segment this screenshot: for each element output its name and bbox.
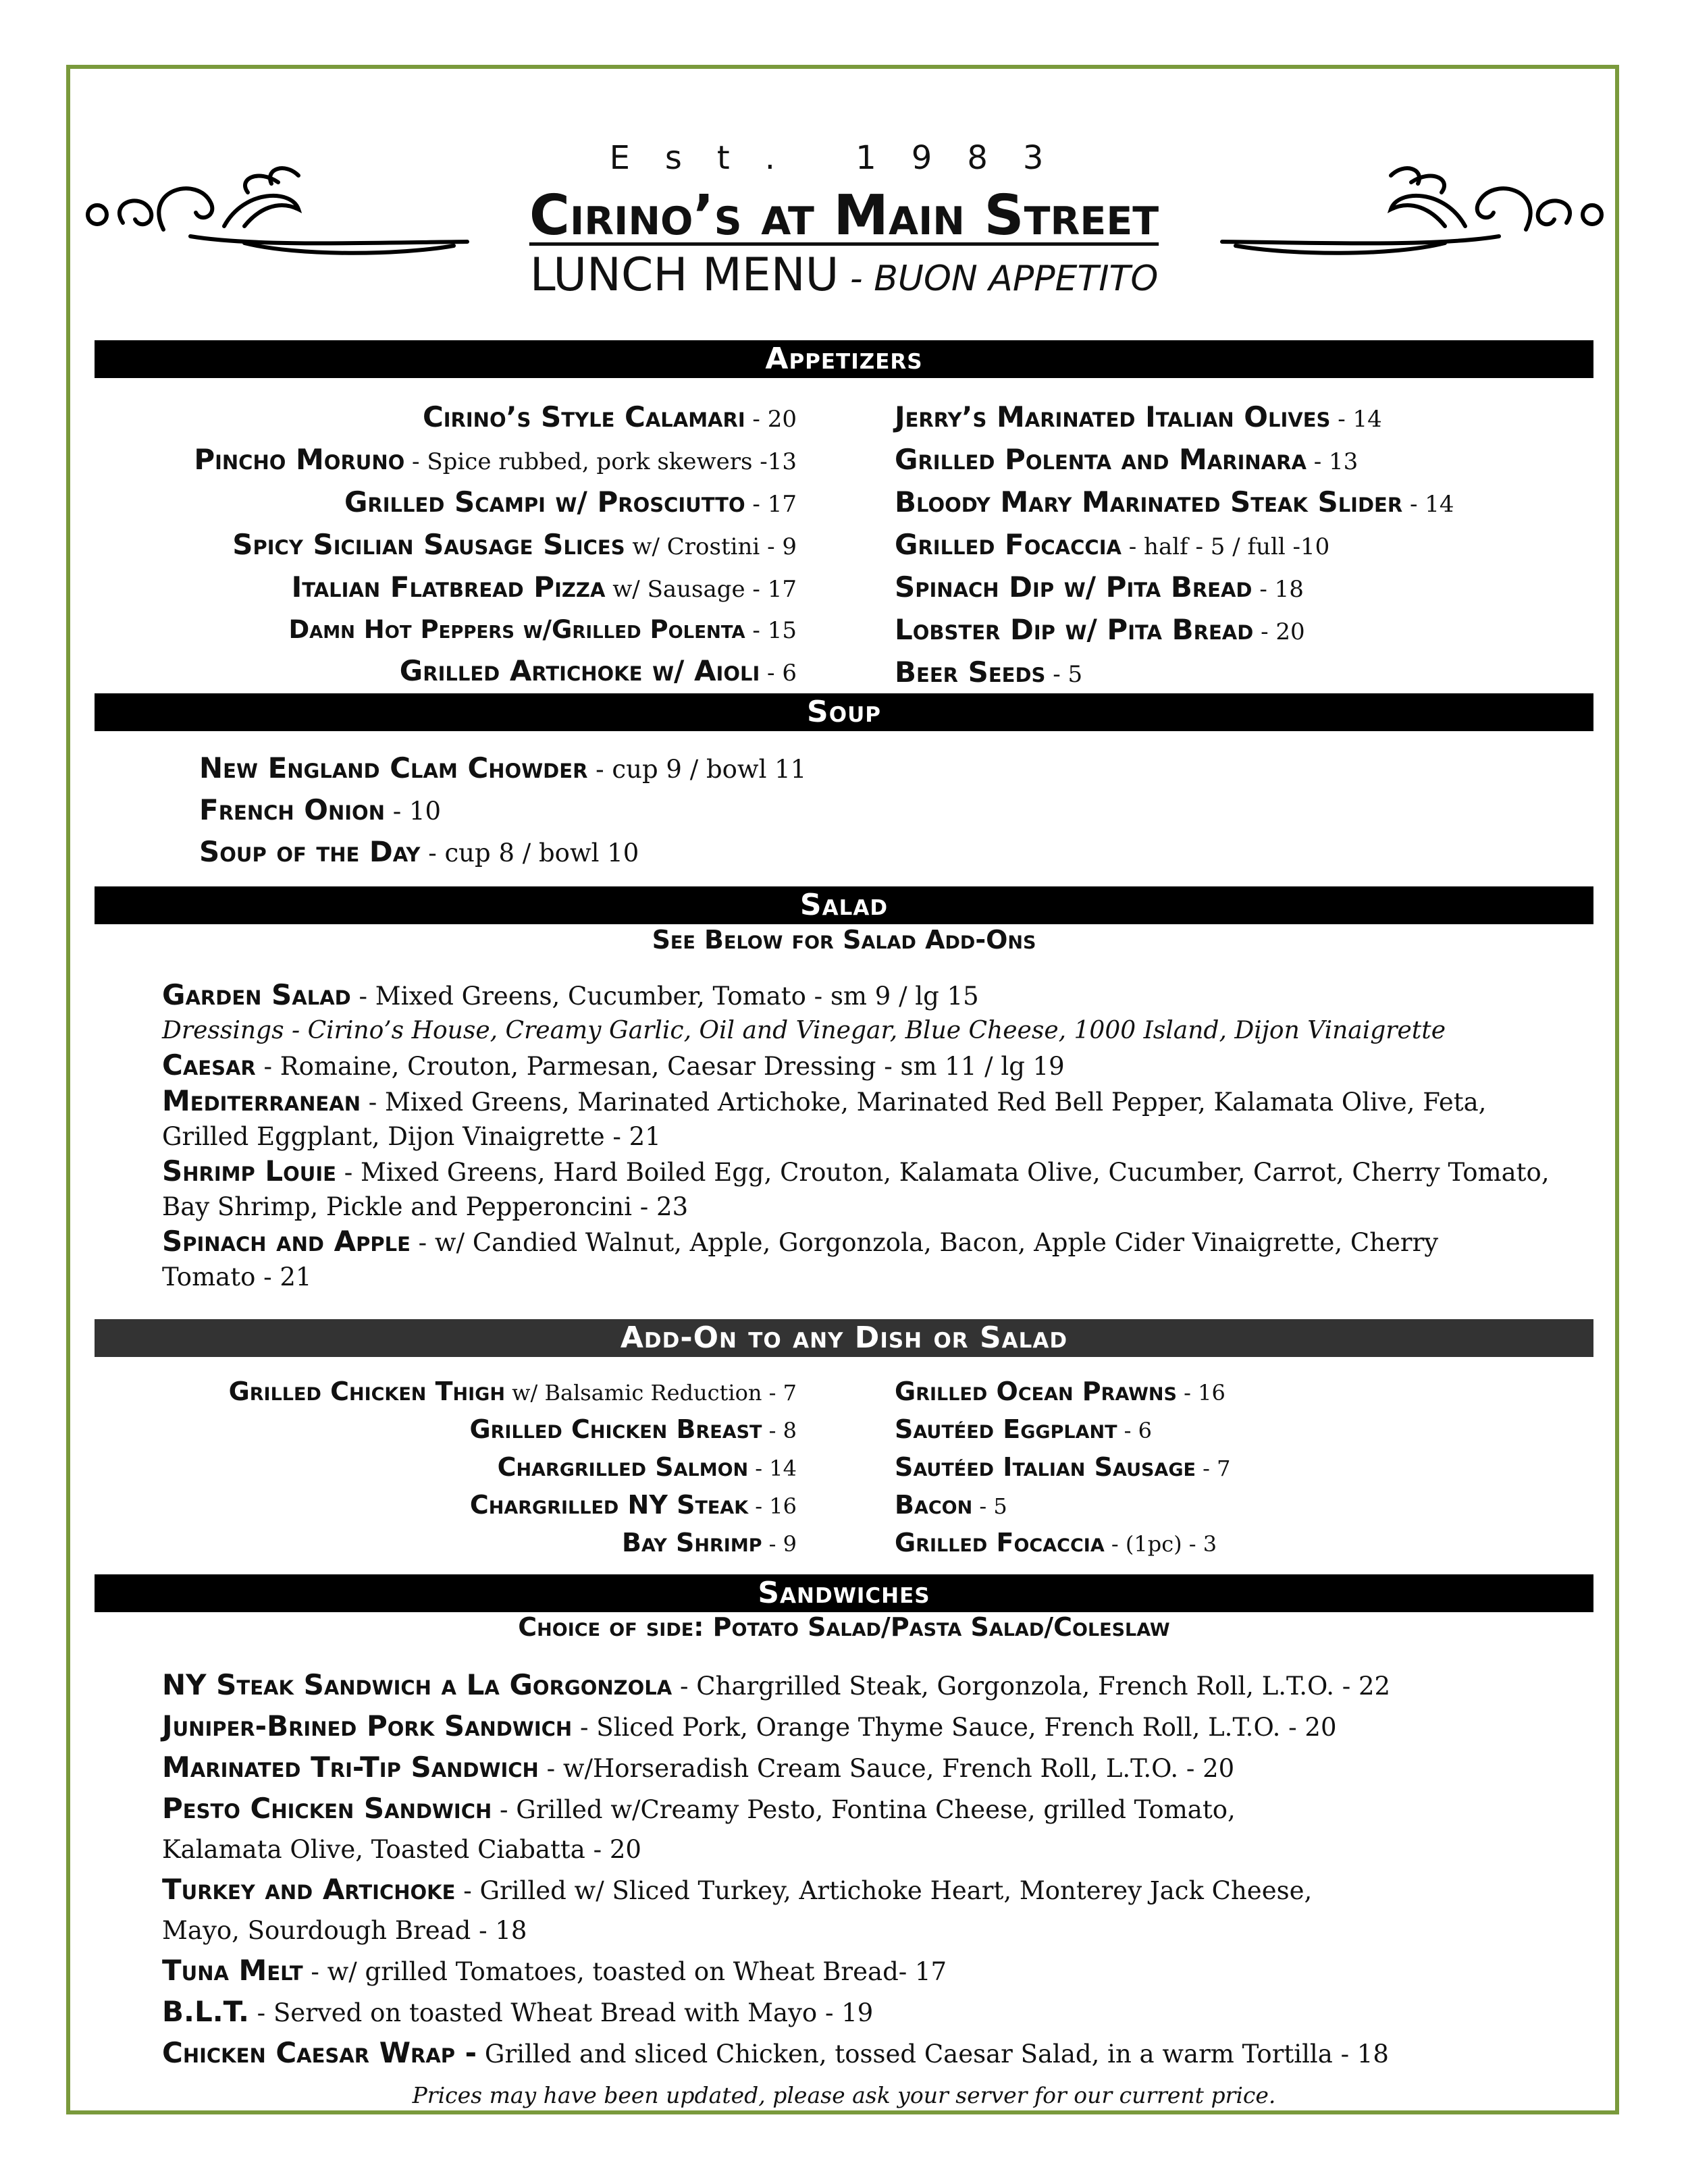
sandwich-list	[162, 1665, 1600, 2074]
dressings-list: Dressings - Cirino’s House, Creamy Garlic, Oil and Vinegar, Blue Cheese, 1000 Island, Dijon Vinaigrette	[162, 1017, 1446, 1044]
restaurant-title: Cirino’s at Main Street	[529, 184, 1159, 248]
menu-item: Chargrilled NY Steak - 16	[469, 1490, 797, 1520]
menu-item: Turkey and Artichoke - Grilled w/ Sliced Turkey, Artichoke Heart, Monterey Jack Cheese,	[162, 1873, 1313, 1906]
appetizers-left-column	[194, 397, 797, 693]
section-heading-addons: Add-On to any Dish or Salad	[95, 1319, 1593, 1357]
menu-item: Pincho Moruno - Spice rubbed, pork skewers -13	[194, 443, 797, 476]
addons-left-column	[229, 1373, 797, 1562]
menu-item: Bacon - 5	[895, 1490, 1007, 1520]
menu-item: Spinach Dip w/ Pita Bread - 18	[895, 570, 1304, 604]
menu-item: Grilled Scampi w/ Prosciutto - 17	[344, 485, 797, 518]
menu-item: Grilled Chicken Thigh w/ Balsamic Reduction - 7	[228, 1377, 797, 1406]
menu-item: Marinated Tri-Tip Sandwich - w/Horseradish Cream Sauce, French Roll, L.T.O. - 20	[162, 1751, 1235, 1784]
section-heading-appetizers: Appetizers	[95, 340, 1593, 378]
menu-item: Caesar - Romaine, Crouton, Parmesan, Caesar Dressing - sm 11 / lg 19	[162, 1048, 1065, 1082]
menu-item: Chargrilled Salmon - 14	[497, 1452, 797, 1482]
menu-item-continued: Bay Shrimp, Pickle and Pepperoncini - 23	[162, 1192, 689, 1221]
menu-item: Bay Shrimp - 9	[621, 1528, 797, 1557]
menu-item: Lobster Dip w/ Pita Bread - 20	[895, 613, 1305, 646]
menu-item: Grilled Polenta and Marinara - 13	[895, 443, 1359, 476]
menu-item: Grilled Artichoke w/ Aioli - 6	[399, 654, 797, 687]
menu-item: Italian Flatbread Pizza w/ Sausage - 17	[291, 570, 797, 604]
menu-item: Grilled Ocean Prawns - 16	[895, 1377, 1225, 1406]
addons-right-column	[895, 1373, 1230, 1562]
salad-list	[162, 978, 1600, 1294]
established-year: Est. 1983	[609, 139, 1079, 177]
price-disclaimer: Prices may have been updated, please ask your server for our current price.	[412, 2082, 1276, 2108]
menu-item: New England Clam Chowder - cup 9 / bowl 11	[199, 751, 807, 784]
menu-item: NY Steak Sandwich a La Gorgonzola - Chargrilled Steak, Gorgonzola, French Roll, L.T.O. - 22	[162, 1668, 1391, 1701]
menu-item: Chicken Caesar Wrap - Grilled and sliced Chicken, tossed Caesar Salad, in a warm Tortilla - 18	[162, 2036, 1389, 2069]
menu-subtitle: LUNCH MENU - BUON APPETITO	[529, 248, 1159, 302]
menu-item: Soup of the Day - cup 8 / bowl 10	[199, 835, 639, 868]
menu-item: Spicy Sicilian Sausage Slices w/ Crostini - 9	[232, 528, 797, 561]
menu-item: Cirino’s Style Calamari - 20	[422, 400, 797, 433]
menu-item: Beer Seeds - 5	[895, 656, 1083, 689]
menu-item: Sautéed Eggplant - 6	[895, 1414, 1153, 1444]
menu-item: Damn Hot Peppers w/Grilled Polenta - 15	[288, 615, 797, 644]
menu-item: Pesto Chicken Sandwich - Grilled w/Creamy Pesto, Fontina Cheese, grilled Tomato,	[162, 1792, 1236, 1825]
menu-item-continued: Mayo, Sourdough Bread - 18	[162, 1916, 527, 1945]
menu-item: Grilled Focaccia - (1pc) - 3	[895, 1528, 1217, 1557]
menu-item: French Onion - 10	[199, 793, 442, 826]
menu-item-continued: Grilled Eggplant, Dijon Vinaigrette - 21	[162, 1122, 661, 1151]
salad-note: See Below for Salad Add-Ons	[652, 925, 1036, 955]
menu-item: Shrimp Louie - Mixed Greens, Hard Boiled Egg, Crouton, Kalamata Olive, Cucumber, Carrot, Cherry Tomato,	[162, 1154, 1550, 1188]
menu-item-continued: Tomato - 21	[162, 1262, 312, 1291]
menu-item: Spinach and Apple - w/ Candied Walnut, Apple, Gorgonzola, Bacon, Apple Cider Vinaigrette, Cherry	[162, 1225, 1439, 1258]
menu-item: Garden Salad - Mixed Greens, Cucumber, Tomato - sm 9 / lg 15	[162, 978, 979, 1011]
menu-item: Jerry’s Marinated Italian Olives - 14	[895, 400, 1382, 433]
menu-item: B.L.T. - Served on toasted Wheat Bread with Mayo - 19	[162, 1995, 874, 2028]
menu-item: Mediterranean - Mixed Greens, Marinated Artichoke, Marinated Red Bell Pepper, Kalamata Olive, Feta,	[162, 1084, 1487, 1117]
menu-item: Bloody Mary Marinated Steak Slider - 14	[895, 485, 1454, 518]
menu-item: Sautéed Italian Sausage - 7	[895, 1452, 1231, 1482]
soup-list	[199, 748, 806, 874]
menu-item: Tuna Melt - w/ grilled Tomatoes, toasted on Wheat Bread- 17	[162, 1954, 947, 1987]
menu-item: Grilled Chicken Breast - 8	[469, 1414, 797, 1444]
appetizers-right-column	[895, 397, 1454, 695]
menu-item: Juniper-Brined Pork Sandwich - Sliced Pork, Orange Thyme Sauce, French Roll, L.T.O. - 20	[162, 1709, 1337, 1742]
menu-item-continued: Kalamata Olive, Toasted Ciabatta - 20	[162, 1835, 641, 1864]
section-heading-soup: Soup	[95, 693, 1593, 731]
section-heading-salad: Salad	[95, 886, 1593, 924]
menu-item: Grilled Focaccia - half - 5 / full -10	[895, 528, 1330, 561]
sandwich-side-note: Choice of side: Potato Salad/Pasta Salad/Coleslaw	[518, 1612, 1170, 1642]
section-heading-sandwiches: Sandwiches	[95, 1574, 1593, 1612]
